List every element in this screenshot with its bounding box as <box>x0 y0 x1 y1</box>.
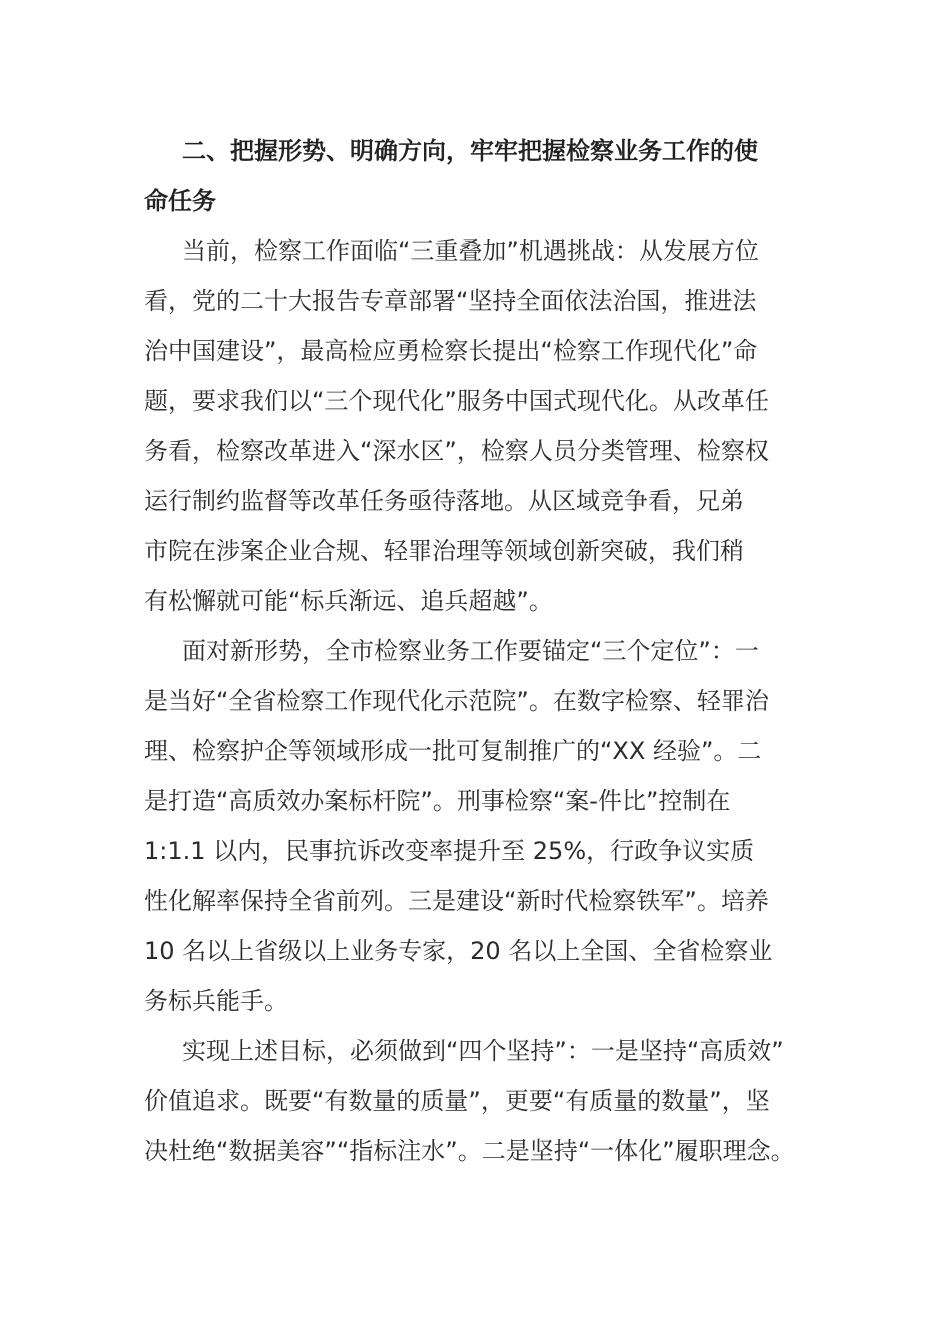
paragraph-line: 性化解率保持全省前列。三是建设“新时代检察铁军”。培养 <box>144 887 769 915</box>
paragraph-line: 治中国建设”，最高检应勇检察长提出“检察工作现代化”命 <box>144 337 758 365</box>
paragraph-three-positions <box>144 626 806 1026</box>
paragraph-line: 面对新形势，全市检察业务工作要锚定“三个定位”：一 <box>182 637 759 665</box>
heading-line: 命任务 <box>144 187 216 215</box>
paragraph-current-situation <box>144 226 806 626</box>
paragraph-line: 当前，检察工作面临“三重叠加”机遇挑战：从发展方位 <box>182 237 759 265</box>
paragraph-line: 运行制约监督等改革任务亟待落地。从区域竞争看，兄弟 <box>144 487 744 515</box>
paragraph-line: 题，要求我们以“三个现代化”服务中国式现代化。从改革任 <box>144 387 769 415</box>
paragraph-line: 务看，检察改革进入“深水区”，检察人员分类管理、检察权 <box>144 437 769 465</box>
paragraph-line: 决杜绝“数据美容”“指标注水”。二是坚持“一体化”履职理念。 <box>144 1137 795 1165</box>
section-heading <box>144 126 806 226</box>
paragraph-line: 价值追求。既要“有数量的质量”，更要“有质量的数量”，坚 <box>144 1087 770 1115</box>
paragraph-line: 是打造“高质效办案标杆院”。刑事检察“案-件比”控制在 <box>144 787 731 815</box>
paragraph-line: 市院在涉案企业合规、轻罪治理等领域创新突破，我们稍 <box>144 537 744 565</box>
paragraph-line: 10 名以上省级以上业务专家，20 名以上全国、全省检察业 <box>144 937 773 965</box>
paragraph-line: 有松懈就可能“标兵渐远、追兵超越”。 <box>144 587 553 615</box>
paragraph-line: 看，党的二十大报告专章部署“坚持全面依法治国，推进法 <box>144 287 757 315</box>
document-body <box>144 126 806 1176</box>
heading-line: 二、把握形势、明确方向，牢牢把握检察业务工作的使 <box>182 137 758 165</box>
paragraph-line: 理、检察护企等领域形成一批可复制推广的“XX 经验”。二 <box>144 737 762 765</box>
paragraph-line: 是当好“全省检察工作现代化示范院”。在数字检察、轻罪治 <box>144 687 769 715</box>
paragraph-line: 务标兵能手。 <box>144 987 288 1015</box>
paragraph-line: 1:1.1 以内，民事抗诉改变率提升至 25%，行政争议实质 <box>144 837 755 865</box>
paragraph-line: 实现上述目标，必须做到“四个坚持”：一是坚持“高质效” <box>182 1037 784 1065</box>
paragraph-four-adherences <box>144 1026 806 1176</box>
